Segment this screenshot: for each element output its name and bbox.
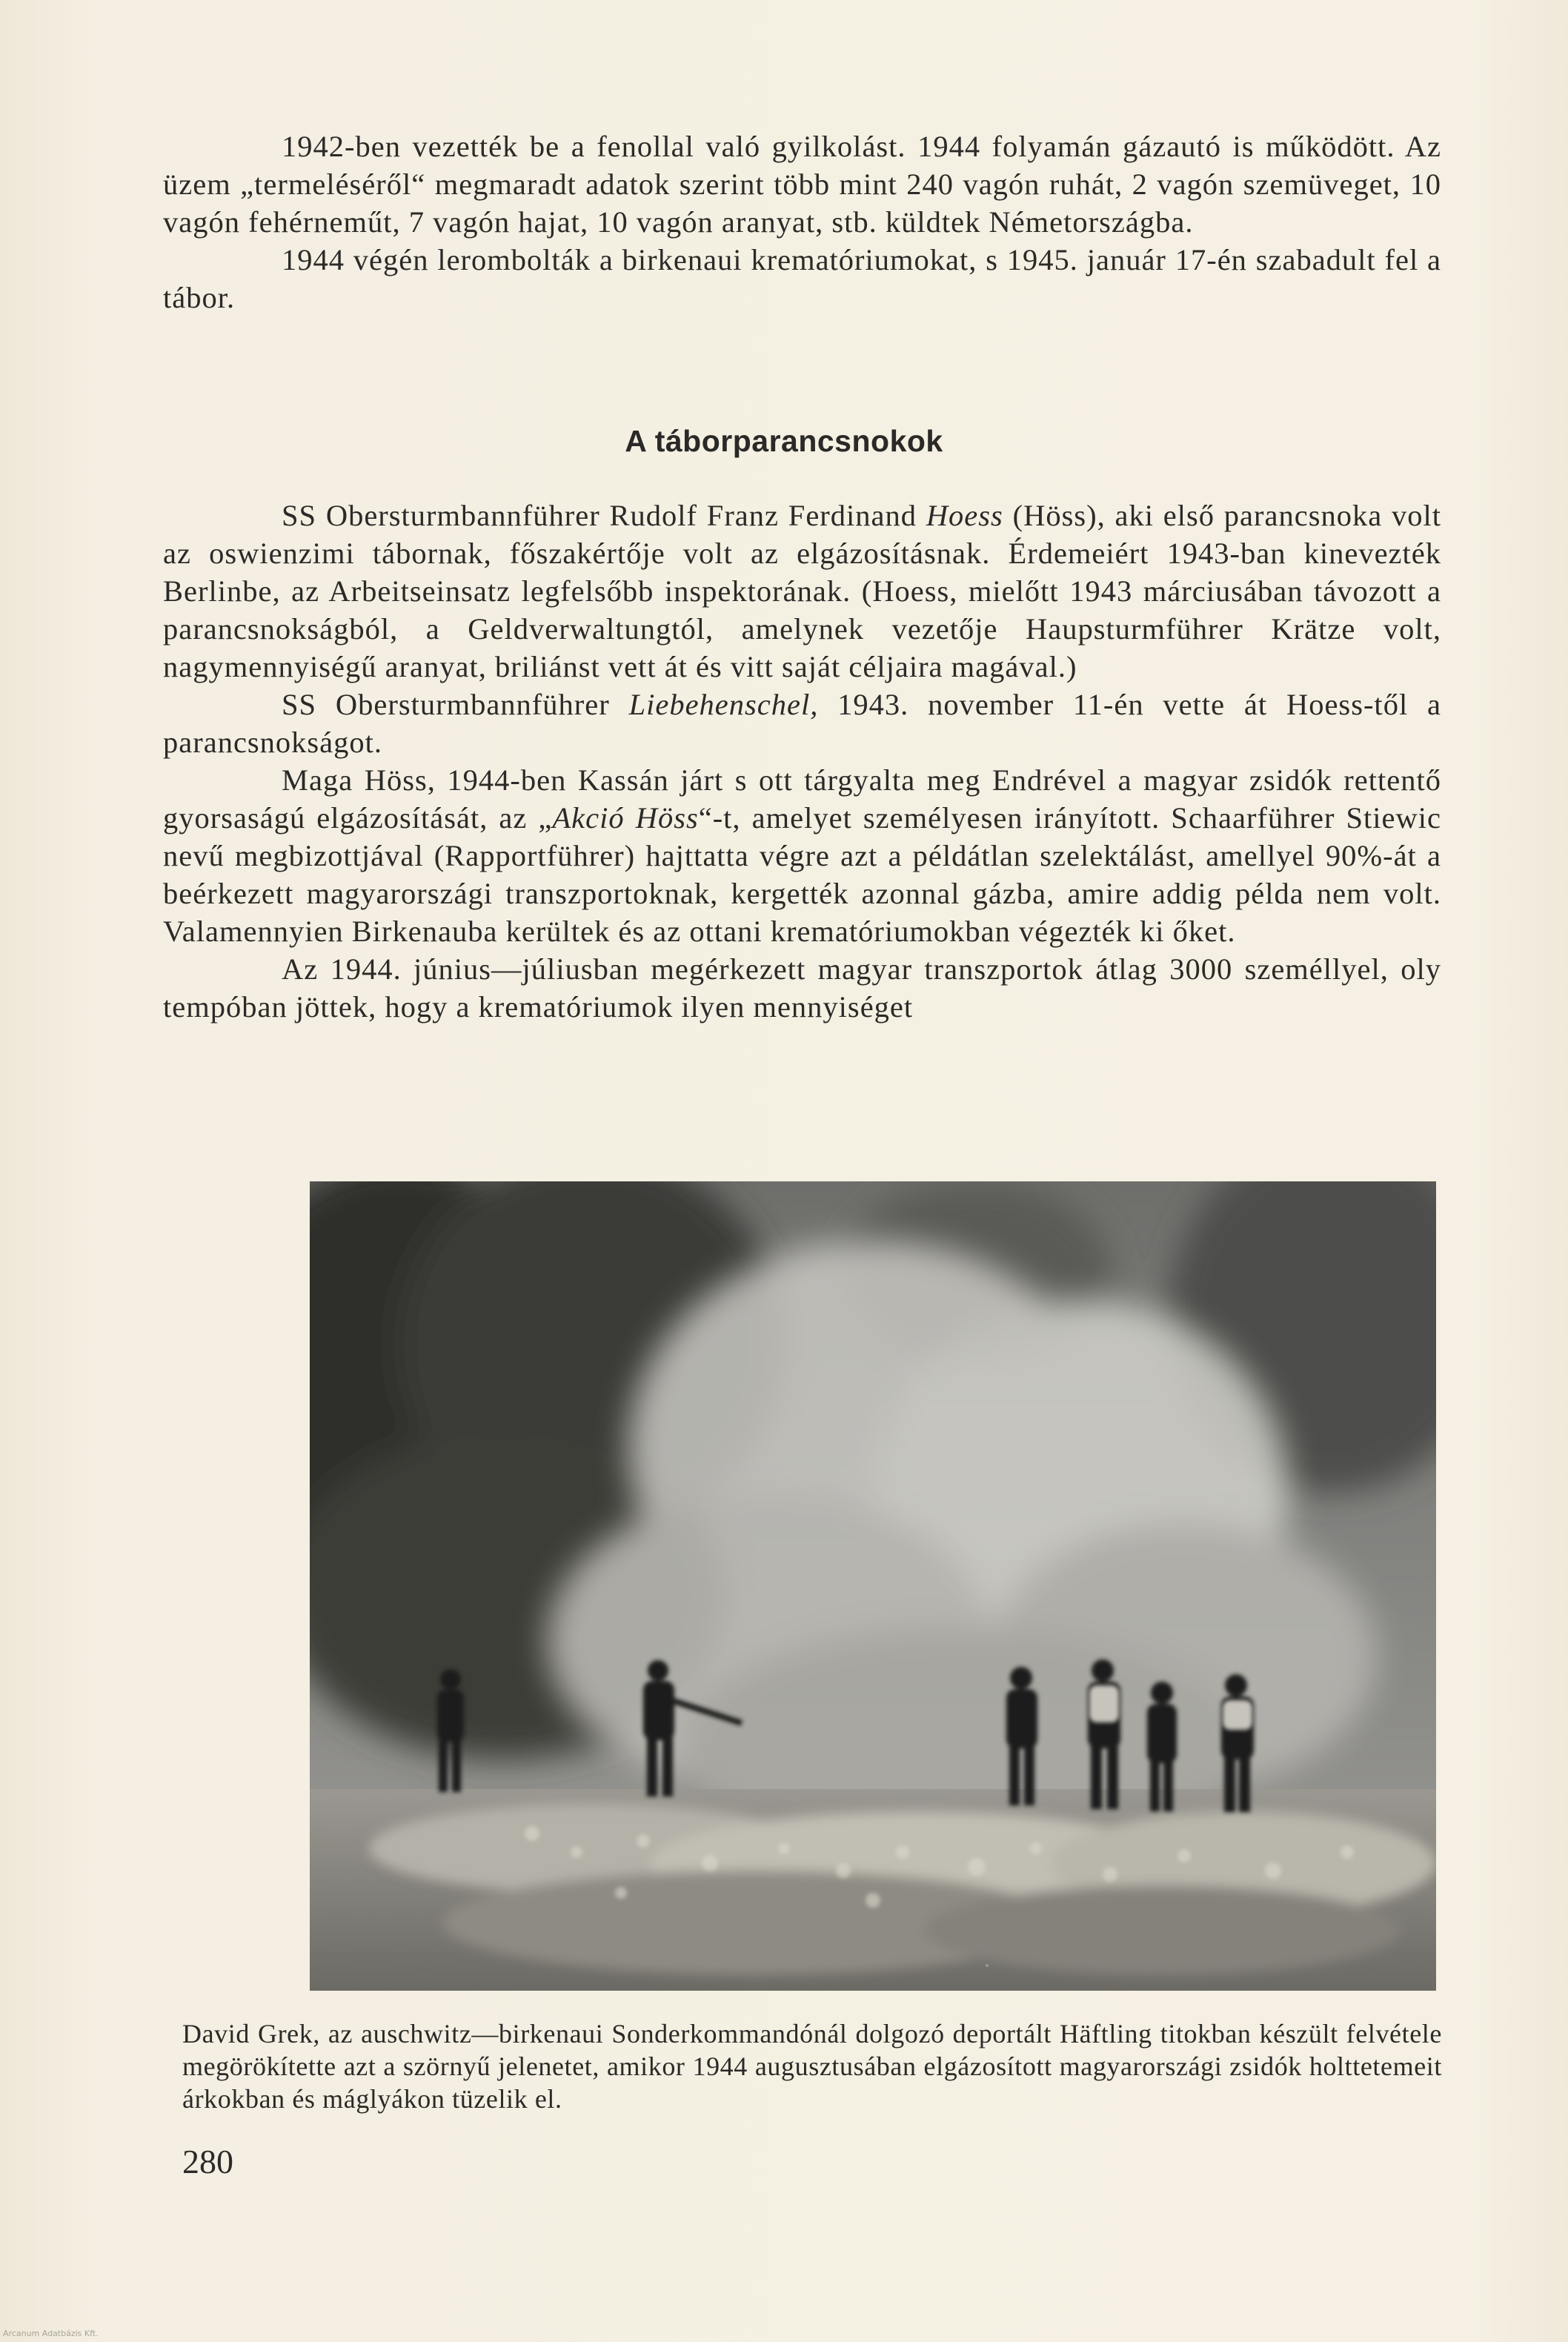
paragraph-hoess — [163, 497, 1441, 686]
section-title: A táborparancsnokok — [625, 424, 943, 458]
text-segment: Maga Höss, 1944-ben Kassán járt s ott tárgyalta meg Endrével a magyar zsidók rettentő gyorsaságú elgázosítását, az „ — [163, 763, 1441, 835]
intro-text — [163, 127, 1441, 316]
watermark: Arcanum Adatbázis Kft. — [3, 2329, 99, 2338]
paragraph-transports: Az 1944. június—júliusban megérkezett magyar transzportok átlag 3000 személlyel, oly tempóban jöttek, hogy a krematóriumok ilyen mennyiséget — [163, 952, 1441, 1024]
page-number: 280 — [182, 2143, 233, 2180]
text-segment: SS Obersturmbannführer — [282, 688, 629, 721]
paragraph-intro-2: 1944 végén lerombolták a birkenaui krematóriumokat, s 1945. január 17-én szabadult fel a tábor. — [163, 243, 1441, 314]
italic-name: Liebehenschel, — [628, 688, 819, 721]
paragraph-liebehenschel — [163, 686, 1441, 761]
italic-name: Akció Höss — [552, 801, 699, 835]
text-segment: SS Obersturmbannführer Rudolf Franz Ferdinand — [282, 499, 926, 532]
text-segment: (Höss), aki első parancsnoka volt az oswienzimi tábornak, főszakértője volt az elgázosításnak. Érdemeiért 1943-ban kinevezték Berlinbe, az Arbeitseinsatz legfelsőbb inspektorának. (Hoess, mielőtt 1943 márciusában távozott a parancsnokságból, a Geldverwaltungtól, amelynek vezetője Haupsturmführer Krätze volt, nagymennyiségű aranyat, briliánst vett át és vitt saját céljaira magával.) — [163, 499, 1441, 683]
paragraph-akcio-hoss — [163, 761, 1441, 950]
historical-photo — [310, 1181, 1436, 1991]
text-segment: 1943. november 11-én vette át Hoess-től a parancsnokságot. — [163, 688, 1441, 759]
text-segment: “-t, amelyet személyesen irányított. Schaarführer Stiewic nevű megbizottjával (Rapportführer) hajttatta végre azt a példátlan szelektálást, amellyel 90%-át a beérkezett magyarországi transzportoknak, kergették azonnal gázba, amire addig példa nem volt. Valamennyien Birkenauba kerültek és az ottani krematóriumokban végezték ki őket. — [163, 801, 1441, 948]
italic-name: Hoess — [926, 499, 1003, 532]
paragraph-intro-1: 1942-ben vezették be a fenollal való gyilkolást. 1944 folyamán gázautó is működött. Az üzem „termeléséről“ megmaradt adatok szerint több mint 240 vagón ruhát, 2 vagón szemüveget, 10 vagón fehérneműt, 7 vagón hajat, 10 vagón aranyat, stb. küldtek Németországba. — [163, 130, 1441, 239]
photo-image — [310, 1181, 1436, 1991]
photo-caption: David Grek, az auschwitz—birkenaui Sonderkommandónál dolgozó deportált Häftling titokban készült felvétele megörökítette azt a szörnyű jelenetet, amikor 1944 augusztusában elgázosított magyarországi zsidók holttetemeit árkokban és máglyákon tüzelik el. — [182, 2019, 1442, 2114]
page-blemish — [986, 1964, 989, 1967]
commanders-text — [163, 497, 1441, 1026]
